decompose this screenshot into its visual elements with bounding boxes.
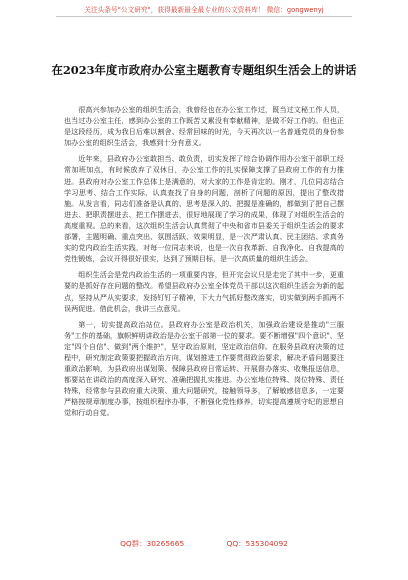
qq-contact-label: QQ：535304092 (226, 539, 288, 548)
document-body (64, 104, 344, 424)
top-divider (56, 16, 352, 17)
top-banner: 关注头条号"公文研究"，获得最新最全最专业的公文资料库！ 微信：gongwenyj (84, 6, 324, 14)
qq-group-label: QQ群：30265665 (120, 539, 185, 548)
paragraph-4: 第一，切实提高政治站位。县政府办公室是政治机关，加强政治建设是推动"三服务"工作的基础，旗帜鲜明讲政治是办公室干部第一位的要求。要不断增强"四个意识"、坚定"四个自信"、做到"两个维护"，坚守政治原则，坚定政治信仰。在服务县政府决策的过程中，研究制定政策要把握政治方向，谋划推进工作要贯彻政治要求，解决矛盾问题要注重政治影响，为县政府出谋划策、保障县政府日常运转、开展督办落实、收集报送信息，都要站在讲政治的高度深入研究、准确把握扎实推进。办公室地位特殊、岗位特殊、责任特殊，经常参与县政府重大决策、重大问题研究，接触领导多，了解敏感信息多，一定要严格按规章制度办事，按组织程序办事，不断强化党性修养，切实提高遵规守纪的思想自觉和行动自觉。 (64, 319, 344, 418)
document-title: 在2023年度市政府办公室主题教育专题组织生活会上的讲话 (51, 63, 357, 77)
paragraph-3: 组织生活会是党内政治生活的一项重要内容，但开完会议只是走完了其中一步，更重要的是抓好存在问题的整改。希望县政府办公室全体党员干部以这次组织生活会为新的起点，坚持从严从实要求，发扬钉钉子精神，下大力气抓好整改落实，切实做到两手抓两不误两促进。借此机会，我讲三点意见。 (64, 270, 344, 313)
paragraph-2: 近年来，县政府办公室敢担当、敢负责，切实发挥了综合协调作用办公室干部职工经常加班加点，有时候放弃了双休日，办公室工作的扎实保障支撑了县政府工作的有力推进。县政府对办公室工作总体上是满意的，对大家的工作是肯定的。刚才，几位同志结合学习思考、结合工作实际，认真查找了自身的问题，剖析了问题的原因，提出了整改措施。从发言看，同志们准备是认真的、思考是深入的、把握是准确的，都做到了把自己摆进去、把职责摆进去、把工作摆进去，很好地展现了学习的成果，体现了对组织生活会的高度重视。总的来看，这次组织生活会认真贯彻了中央和省市县委关于组织生活会的要求部署，主题明确、重点突出、氛围活跃、效果明显，是一次严肃认真、民主团结、求真务实的党内政治生活实践，对每一位同志来说，也是一次自我革新、自我净化、自我提高的党性锻炼，会议开得很好很实，达到了预期目标，是一次高质量的组织生活会。 (64, 154, 344, 264)
paragraph-1: 很高兴参加办公室的组织生活会，我曾经也在办公室工作过，既当过文秘工作人员，也当过办公室主任，感到办公室的工作既苦又累没有奉献精神，是做不好工作的。但也正是这段经历，成为我日后难以割舍、经常回味的时光，今天再次以一名普通党员的身份参加办公室的组织生活会，我感到十分有意义。 (64, 105, 344, 148)
footer-contacts (0, 538, 408, 549)
